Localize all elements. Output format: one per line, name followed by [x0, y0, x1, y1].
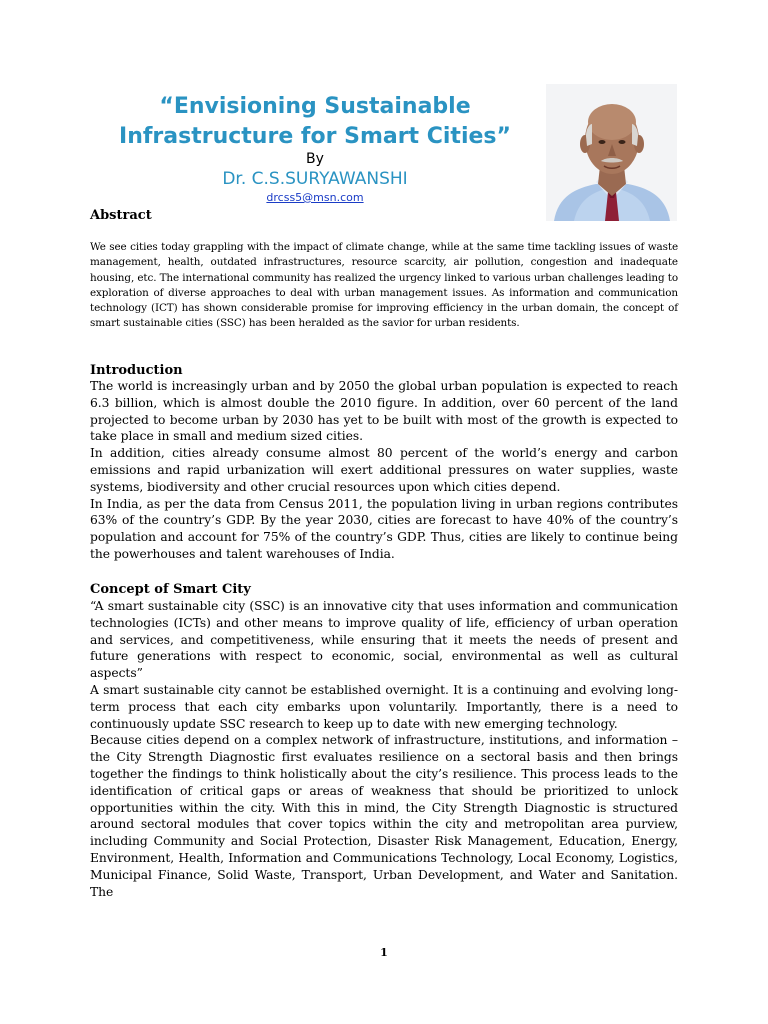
page-number: 1: [380, 946, 388, 959]
by-label: By: [306, 151, 324, 167]
title-line-2: Infrastructure for Smart Cities”: [119, 124, 511, 149]
document-title: [90, 92, 540, 152]
paragraph: A smart sustainable city cannot be established overnight. It is a continuing and evolving long-term process that each city embarks upon voluntarily. Importantly, there is a need to continuously update SSC research to keep up to date with new emerging technology.: [90, 682, 678, 731]
introduction-body: [90, 378, 678, 563]
concept-heading: Concept of Smart City: [90, 582, 251, 597]
author-photo: [546, 84, 677, 221]
author-email: [90, 191, 540, 205]
paragraph: In addition, cities already consume almost 80 percent of the world’s energy and carbon emissions and rapid urbanization will exert additional pressures on water supplies, waste systems, biodiversity and other crucial resources upon which cities depend.: [90, 446, 678, 494]
paragraph: “A smart sustainable city (SSC) is an innovative city that uses information and communication technologies (ICTs) and other means to improve quality of life, efficiency of urban operation and services, and competitiveness, while ensuring that it meets the needs of present and future generations with respect to economic, social, environmental as well as cultural aspects”: [90, 599, 678, 681]
author-name: Dr. C.S.SURYAWANSHI: [222, 169, 408, 189]
author-portrait-image: [546, 84, 677, 221]
introduction-heading: Introduction: [90, 363, 183, 378]
title-line-1: “Envisioning Sustainable: [159, 94, 471, 119]
paragraph: Because cities depend on a complex network of infrastructure, institutions, and information – the City Strength Diagnostic first evaluates resilience on a sectoral basis and then brings together the findings to think holistically about the city’s resilience. This process leads to the identification of critical gaps or areas of weakness that should be prioritized to unlock opportunities within the city. With this in mind, the City Strength Diagnostic is structured around sectoral modules that cover topics within the city and metropolitan area purview, including Community and Social Protection, Disaster Risk Management, Education, Energy, Environment, Health, Information and Communications Technology, Local Economy, Logistics, Municipal Finance, Solid Waste, Transport, Urban Development, and Water and Sanitation. The: [90, 733, 678, 899]
email-link[interactable]: drcss5@msn.com: [266, 191, 364, 204]
paragraph: In India, as per the data from Census 2011, the population living in urban regions contributes 63% of the country’s GDP. By the year 2030, cities are forecast to have 40% of the country’s population and account for 75% of the country’s GDP. Thus, cities are likely to continue being the powerhouses and talent warehouses of India.: [90, 496, 678, 561]
abstract-text: We see cities today grappling with the impact of climate change, while at the same time tackling issues of waste management, health, outdated infrastructures, resource scarcity, air pollution, congestion and inadequate housing, etc. The international community has realized the urgency linked to various urban challenges leading to exploration of diverse approaches to deal with urban management issues. As information and communication technology (ICT) has shown considerable promise for improving efficiency in the urban domain, the concept of smart sustainable cities (SSC) has been heralded as the savior for urban residents.: [90, 241, 678, 330]
concept-body: [90, 598, 678, 900]
paragraph: The world is increasingly urban and by 2050 the global urban population is expected to reach 6.3 billion, which is almost double the 2010 figure. In addition, over 60 percent of the land projected to become urban by 2030 has yet to be built with most of the growth is expected to take place in small and medium sized cities.: [90, 379, 678, 444]
abstract-heading: Abstract: [90, 208, 152, 223]
